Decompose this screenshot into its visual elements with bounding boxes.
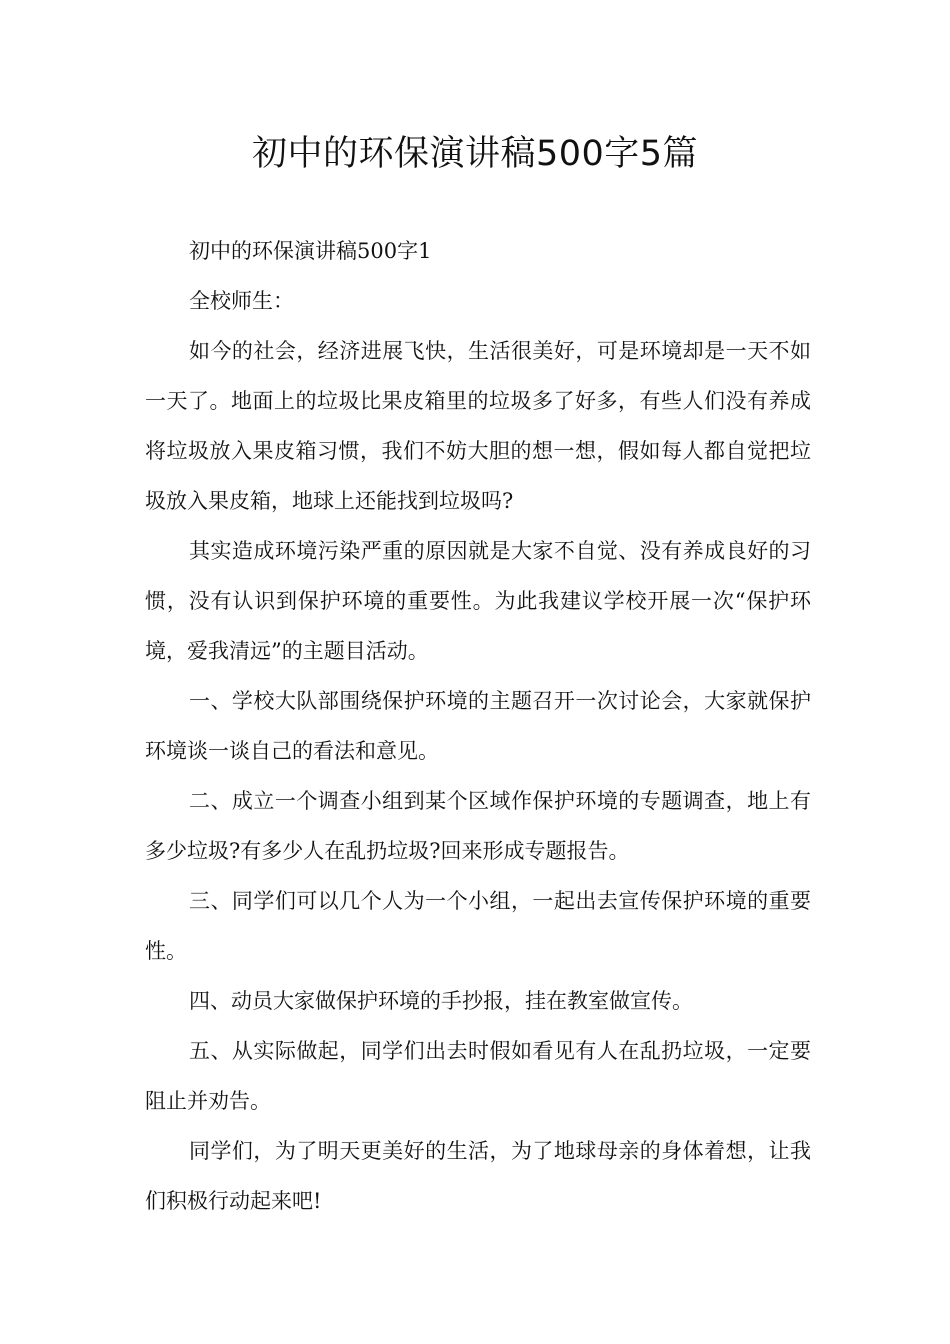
closing-paragraph: 同学们，为了明天更美好的生活，为了地球母亲的身体着想，让我们积极行动起来吧! [145,1139,811,1213]
document-body [145,226,811,1226]
list-item: 三、同学们可以几个人为一个小组，一起出去宣传保护环境的重要性。 [145,889,811,963]
list-item: 一、学校大队部围绕保护环境的主题召开一次讨论会，大家就保护环境谈一谈自己的看法和意见。 [145,689,811,763]
list-item: 五、从实际做起，同学们出去时假如看见有人在乱扔垃圾，一定要阻止并劝告。 [145,1039,811,1113]
document-title: 初中的环保演讲稿500字5篇 [251,134,699,174]
list-item: 四、动员大家做保护环境的手抄报，挂在教室做宣传。 [189,989,693,1013]
body-paragraph: 如今的社会，经济进展飞快，生活很美好，可是环境却是一天不如一天了。地面上的垃圾比果皮箱里的垃圾多了好多，有些人们没有养成将垃圾放入果皮箱习惯，我们不妨大胆的想一想，假如每人都自觉把垃圾放入果皮箱，地球上还能找到垃圾吗? [145,339,811,513]
section-heading: 初中的环保演讲稿500字1 [189,239,432,263]
body-paragraph: 其实造成环境污染严重的原因就是大家不自觉、没有养成良好的习惯，没有认识到保护环境的重要性。为此我建议学校开展一次“保护环境，爱我清远”的主题目活动。 [145,539,811,663]
salutation: 全校师生： [189,289,294,313]
list-item: 二、成立一个调查小组到某个区域作保护环境的专题调查，地上有多少垃圾?有多少人在乱扔垃圾?回来形成专题报告。 [145,789,811,863]
